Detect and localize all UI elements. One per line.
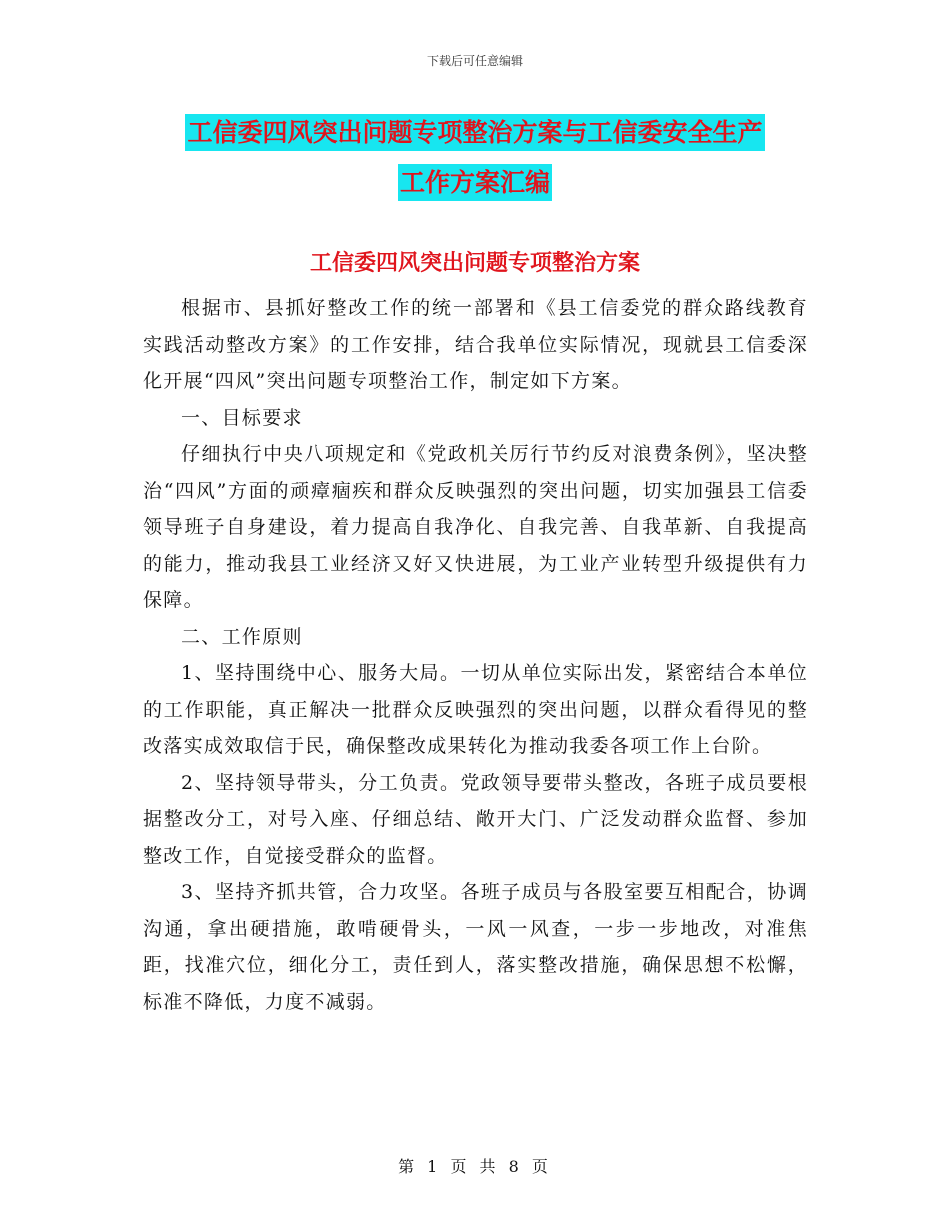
document-title-line-2: 工作方案汇编 <box>398 164 552 201</box>
document-body <box>143 290 808 1020</box>
paragraph-principle-1: 1、坚持围绕中心、服务大局。一切从单位实际出发，紧密结合本单位的工作职能，真正解决一批群众反映强烈的突出问题，以群众看得见的整改落实成效取信于民，确保整改成果转化为推动我委各项工作上台阶。 <box>143 662 808 757</box>
page-number: 第 1 页 共 8 页 <box>398 1157 552 1176</box>
paragraph-intro: 根据市、县抓好整改工作的统一部署和《县工信委党的群众路线教育实践活动整改方案》的工作安排，结合我单位实际情况，现就县工信委深化开展“四风”突出问题专项整治工作，制定如下方案。 <box>143 297 808 392</box>
heading-goals: 一、目标要求 <box>181 406 303 429</box>
paragraph-principle-3: 3、坚持齐抓共管，合力攻坚。各班子成员与各股室要互相配合，协调沟通，拿出硬措施，敢啃硬骨头，一风一风查，一步一步地改，对准焦距，找准穴位，细化分工，责任到人，落实整改措施，确保思想不松懈，标准不降低，力度不减弱。 <box>143 881 808 1013</box>
header-note: 下载后可任意编辑 <box>426 54 523 68</box>
document-title <box>0 108 950 208</box>
document-title-line-1: 工信委四风突出问题专项整治方案与工信委安全生产 <box>185 114 764 151</box>
paragraph-goals: 仔细执行中央八项规定和《党政机关厉行节约反对浪费条例》，坚决整治“四风”方面的顽瘴痼疾和群众反映强烈的突出问题，切实加强县工信委领导班子自身建设，着力提高自我净化、自我完善、自我革新、自我提高的能力，推动我县工业经济又好又快进展，为工业产业转型升级提供有力保障。 <box>143 443 808 611</box>
heading-principles: 二、工作原则 <box>181 625 303 648</box>
paragraph-principle-2: 2、坚持领导带头，分工负责。党政领导要带头整改，各班子成员要根据整改分工，对号入座、仔细总结、敞开大门、广泛发动群众监督、参加整改工作，自觉接受群众的监督。 <box>143 771 808 867</box>
section-title: 工信委四风突出问题专项整治方案 <box>309 251 640 276</box>
